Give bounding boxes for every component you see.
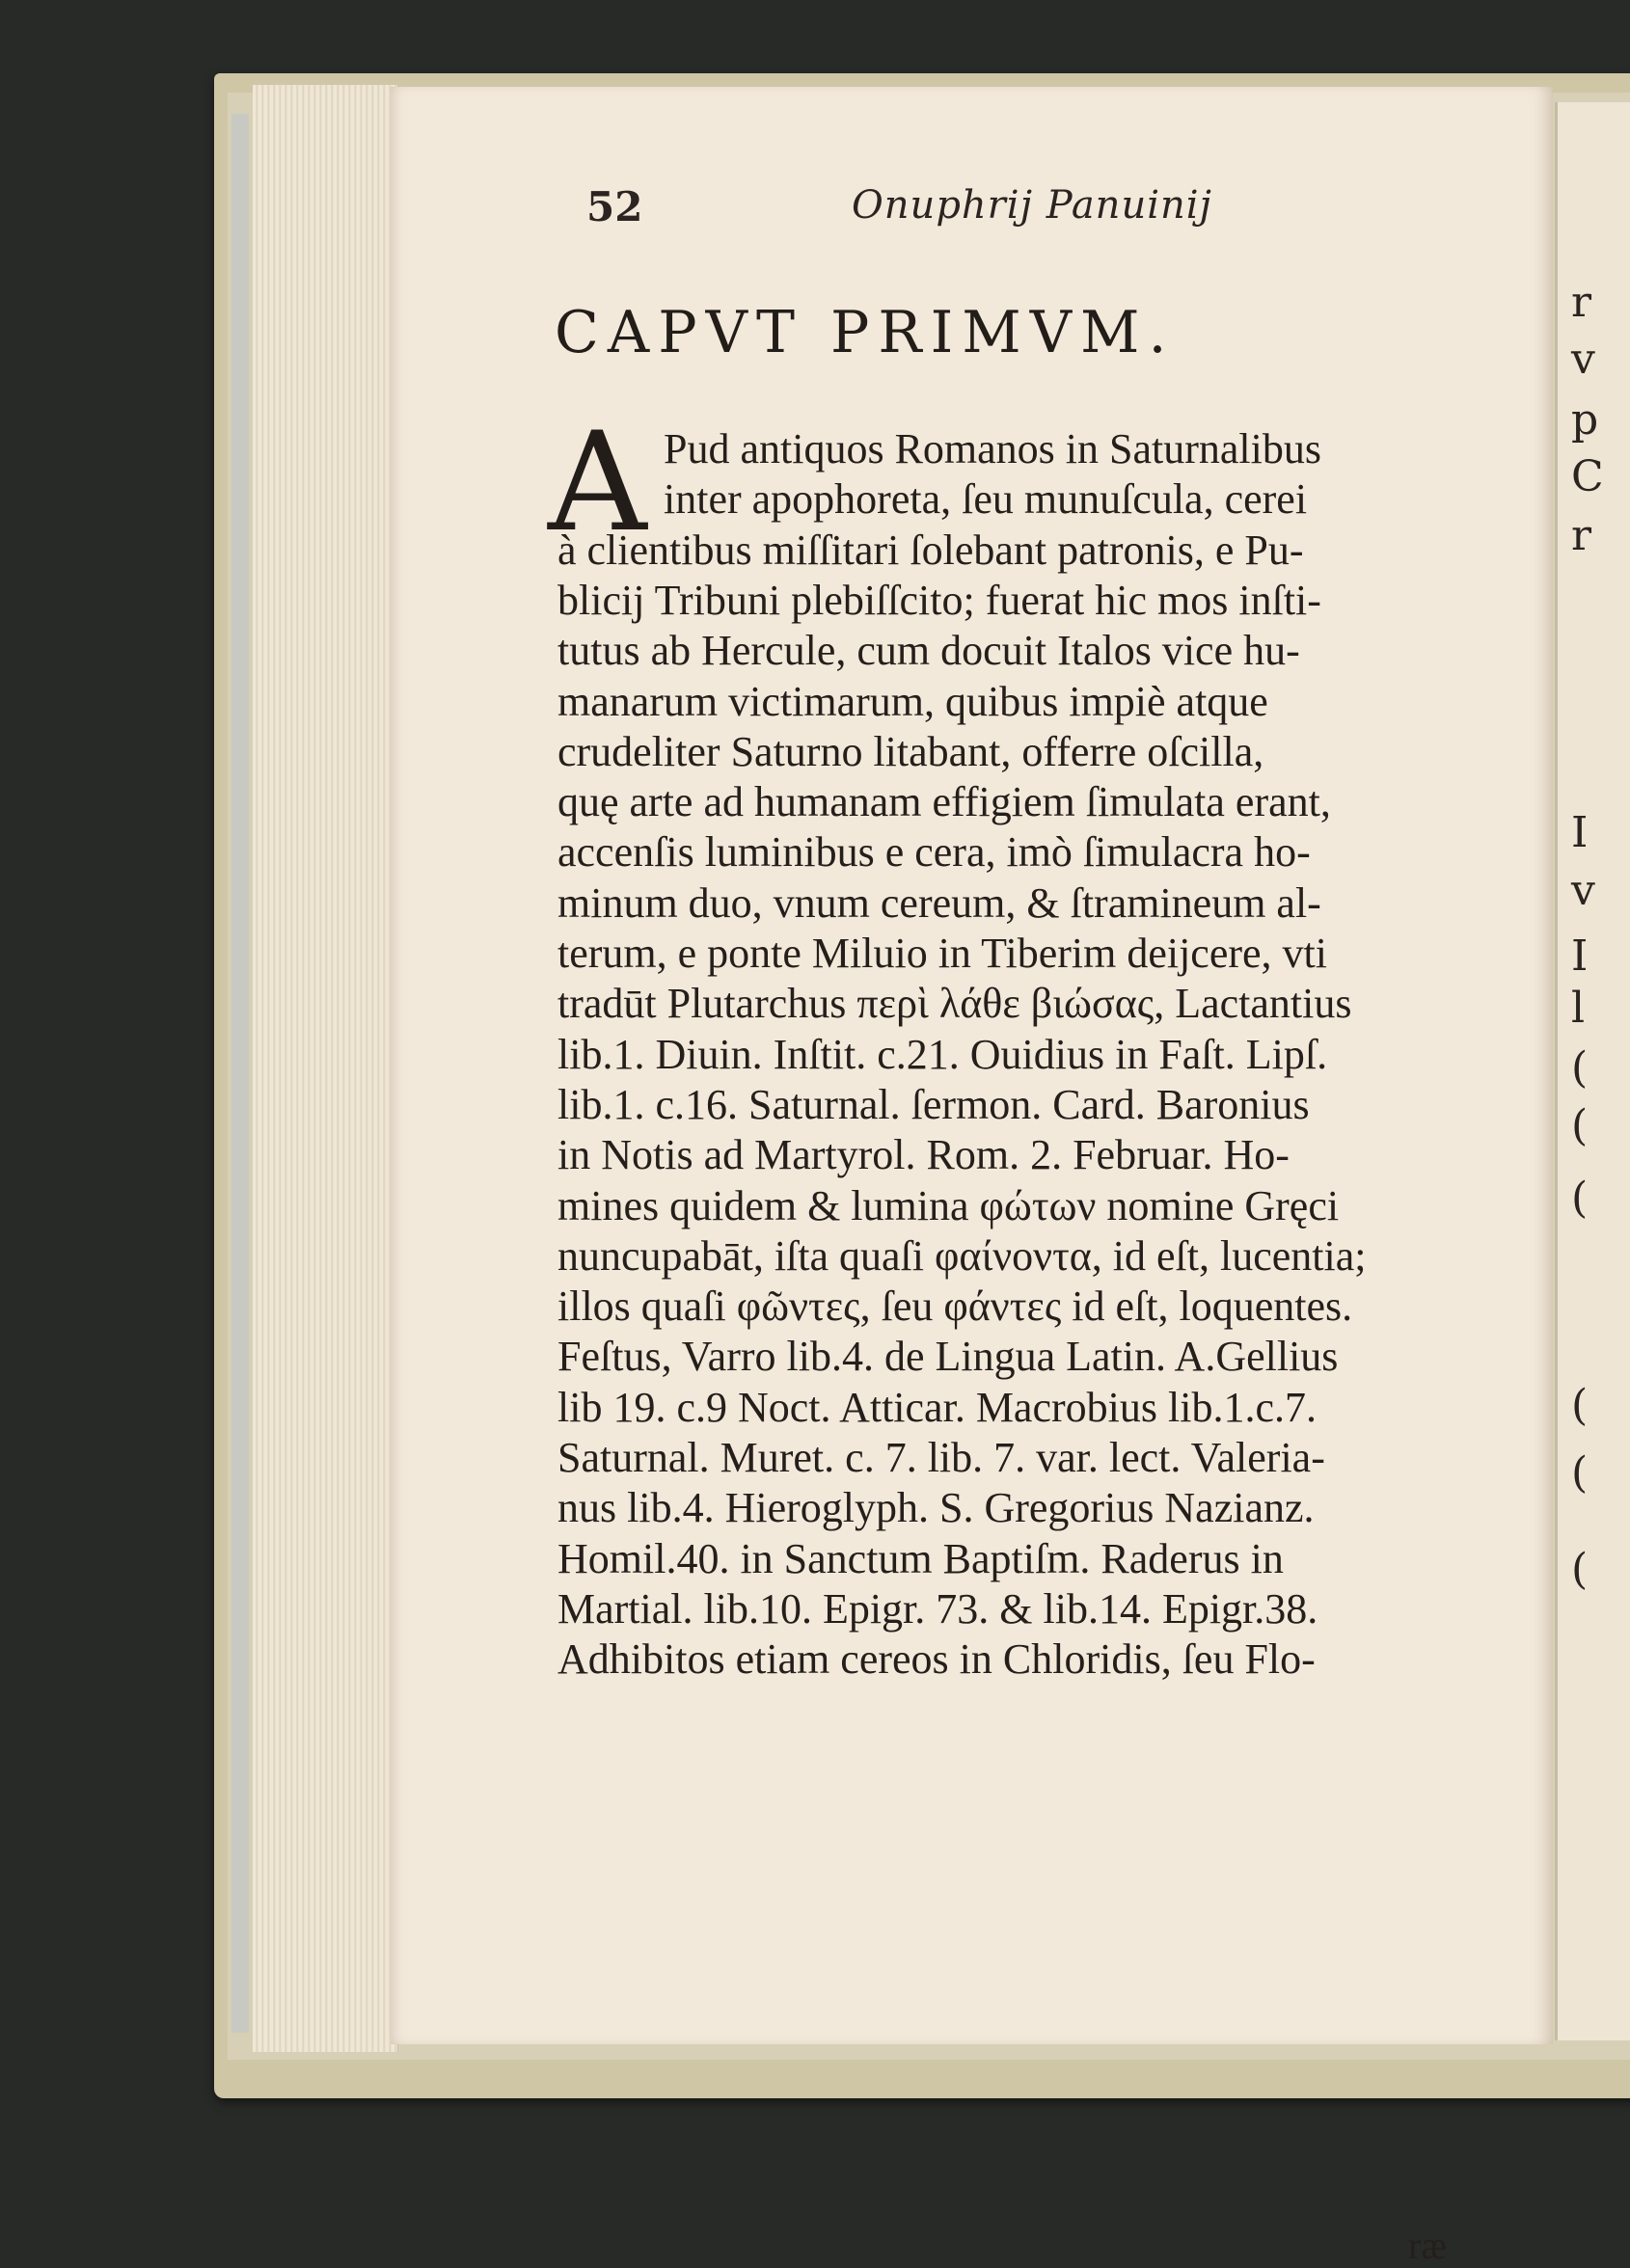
- facing-page-letter: l: [1571, 984, 1586, 1033]
- text-line: Martial. lib.10. Epigr. 73. & lib.14. Epigr.38.: [557, 1585, 1318, 1633]
- text-line: Pud antiquos Romanos in Saturnalibus: [664, 425, 1321, 472]
- text-line: Feſtus, Varro lib.4. de Lingua Latin. A.Gellius: [557, 1333, 1339, 1380]
- running-head: [586, 183, 1339, 241]
- text-line: manarum victimarum, quibus impiè atque: [557, 678, 1268, 725]
- facing-page-letter: r: [1571, 511, 1592, 560]
- text-line: illos quaſi φῶντες, ſeu φάντες id eſt, loquentes.: [557, 1282, 1353, 1330]
- text-line: tutus ab Hercule, cum docuit Italos vice hu-: [557, 627, 1300, 674]
- text-line: lib.1. Diuin. Inſtit. c.21. Ouidius in Faſt. Lipſ.: [557, 1031, 1328, 1078]
- text-line: mines quidem & lumina φώτων nomine Gręci: [557, 1182, 1340, 1229]
- facing-page-letter: I: [1571, 808, 1589, 857]
- text-line: Adhibitos etiam cereos in Chloridis, ſeu Flo-: [557, 1635, 1316, 1683]
- text-line: inter apophoreta, ſeu munuſcula, cerei: [664, 475, 1308, 523]
- facing-page-letter: (: [1571, 1101, 1589, 1150]
- drop-cap: A: [548, 403, 647, 562]
- facing-page-letter: v: [1571, 866, 1595, 915]
- facing-page: [1555, 102, 1630, 2040]
- text-line: nuncupabāt, iſta quaſi φαίνοντα, id eſt, lucentia;: [557, 1232, 1367, 1280]
- facing-page-letter: (: [1571, 1174, 1589, 1223]
- facing-page-letter: I: [1571, 932, 1589, 981]
- text-line: accenſis luminibus e cera, imò ſimulacra ho-: [557, 828, 1311, 876]
- text-line: in Notis ad Martyrol. Rom. 2. Februar. Ho-: [557, 1131, 1290, 1178]
- text-line: Homil.40. in Sanctum Baptiſm. Raderus in: [557, 1535, 1284, 1582]
- running-title: Onuphrij Panuinij: [852, 183, 1212, 228]
- text-line: lib 19. c.9 Noct. Atticar. Macrobius lib.1.c.7.: [557, 1384, 1317, 1431]
- text-line: minum duo, vnum cereum, & ſtramineum al-: [557, 879, 1321, 927]
- text-line: blicij Tribuni plebiſſcito; fuerat hic mos inſti-: [557, 577, 1321, 624]
- facing-page-letter: v: [1571, 335, 1595, 384]
- facing-page-letter: (: [1571, 1043, 1589, 1093]
- facing-page-letter: C: [1571, 452, 1604, 501]
- text-line: tradūt Plutarchus περὶ λάθε βιώσας, Lactantius: [557, 980, 1352, 1027]
- page-number: 52: [586, 183, 643, 230]
- text-line: à clientibus miſſitari ſolebant patronis, e Pu-: [557, 526, 1304, 574]
- facing-page-letter: (: [1571, 1545, 1589, 1594]
- spine-strip: [231, 114, 249, 2033]
- text-line: crudeliter Saturno litabant, offerre oſcilla,: [557, 728, 1264, 775]
- catchword: ræ: [1408, 2224, 1447, 2267]
- page-edges: [253, 85, 398, 2052]
- facing-page-letter: (: [1571, 1381, 1589, 1430]
- chapter-heading: CAPVT PRIMVM.: [555, 299, 1176, 366]
- facing-page-letter: p: [1571, 395, 1599, 445]
- text-line: quę arte ad humanam effigiem ſimulata erant,: [557, 778, 1331, 825]
- text-line: nus lib.4. Hieroglyph. S. Gregorius Nazianz.: [557, 1484, 1315, 1531]
- text-line: lib.1. c.16. Saturnal. ſermon. Card. Baronius: [557, 1081, 1310, 1128]
- body-text: [557, 424, 1512, 2218]
- facing-page-letter: (: [1571, 1448, 1589, 1498]
- facing-page-letter: r: [1571, 278, 1592, 327]
- text-line: Saturnal. Muret. c. 7. lib. 7. var. lect. Valeria-: [557, 1434, 1325, 1481]
- text-line: terum, e ponte Miluio in Tiberim deijcere, vti: [557, 930, 1327, 977]
